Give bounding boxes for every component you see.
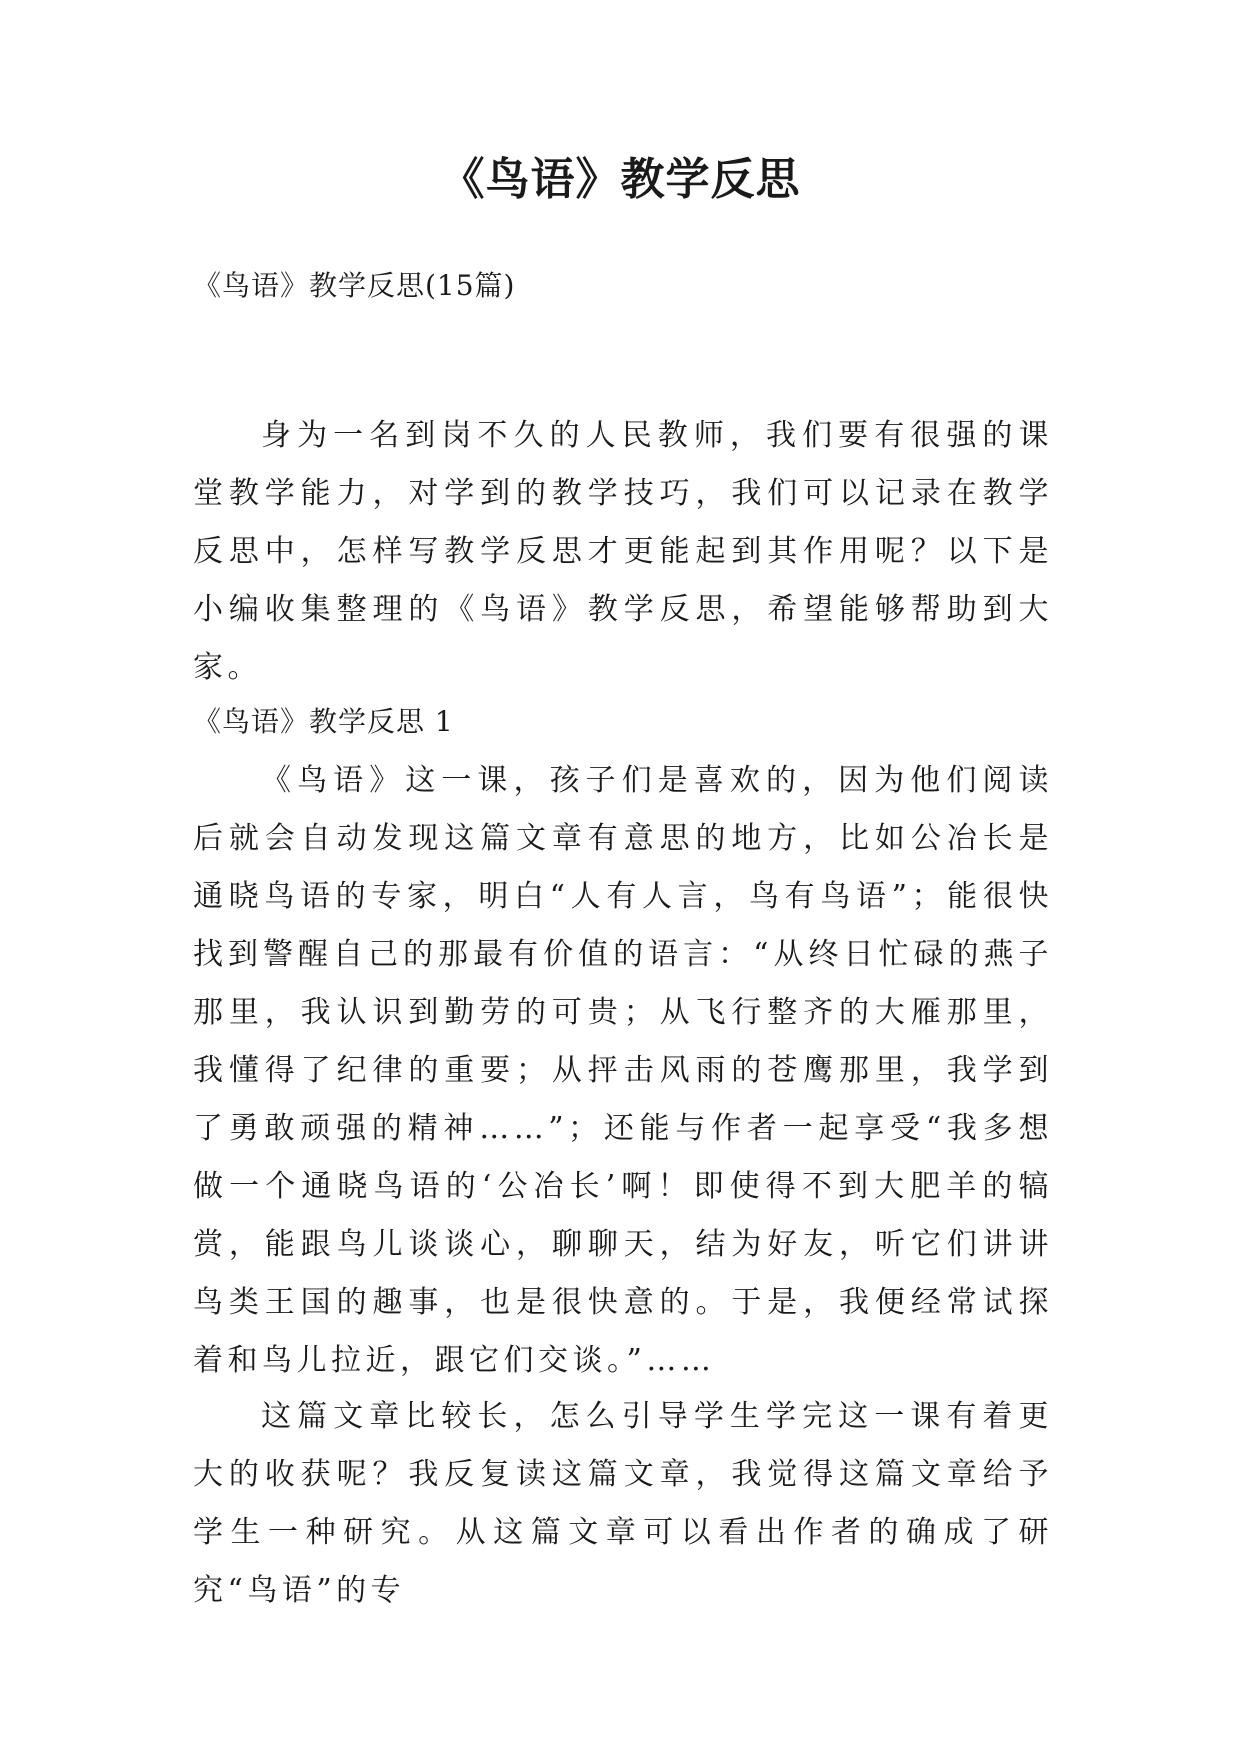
document-title: 《鸟语》教学反思 <box>440 154 801 205</box>
body-paragraph-1: 《鸟语》这一课，孩子们是喜欢的，因为他们阅读后就会自动发现这篇文章有意思的地方，比如公冶长是通晓鸟语的专家，明白“人有人言，鸟有鸟语”；能很快找到警醒自己的那最有价值的语言：“从终日忙碌的燕子那里，我认识到勤劳的可贵；从飞行整齐的大雁那里，我懂得了纪律的重要；从抨击风雨的苍鹰那里，我学到了勇敢顽强的精神……”；还能与作者一起享受“我多想做一个通晓鸟语的‘公冶长’啊！即使得不到大肥羊的犒赏，能跟鸟儿谈谈心，聊聊天，结为好友，听它们讲讲鸟类王国的趣事，也是很快意的。于是，我便经常试探着和鸟儿拉近，跟它们交谈。”…… <box>193 763 1053 1378</box>
section-heading: 《鸟语》教学反思 1 <box>193 705 454 738</box>
intro-paragraph: 身为一名到岗不久的人民教师，我们要有很强的课堂教学能力，对学到的教学技巧，我们可以记录在教学反思中，怎样写教学反思才更能起到其作用呢？以下是小编收集整理的《鸟语》教学反思，希望能够帮助到大家。 <box>193 418 1053 685</box>
body-paragraph-2: 这篇文章比较长，怎么引导学生学完这一课有着更大的收获呢？我反复读这篇文章，我觉得这篇文章给予学生一种研究。从这篇文章可以看出作者的确成了研究“鸟语”的专 <box>193 1399 1053 1608</box>
document-subtitle: 《鸟语》教学反思(15篇) <box>193 269 516 302</box>
